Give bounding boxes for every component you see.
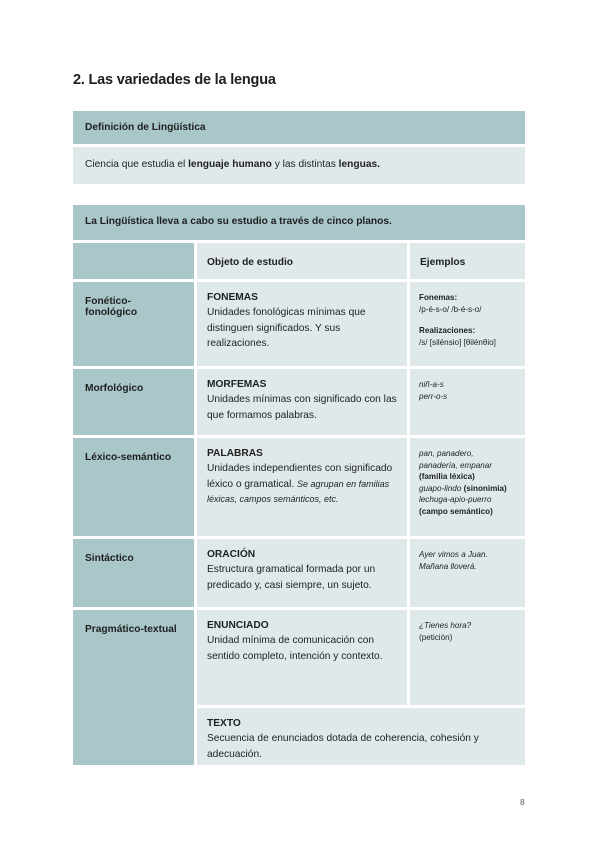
- plane-label-syntactic: Sintáctico: [73, 539, 194, 607]
- object-term: FONEMAS: [207, 292, 258, 303]
- object-cell-pragmatic-text: [197, 708, 525, 765]
- examples-cell-syntactic: [410, 539, 525, 607]
- definition-body: [73, 147, 525, 184]
- example-text: panadería, empanar: [419, 460, 492, 470]
- example-tag: (sinonimia): [463, 483, 507, 493]
- example-tag: (campo semántico): [419, 506, 493, 516]
- object-description-text: Unidades independientes con significado léxico o gramatical.: [207, 463, 393, 490]
- object-description: [207, 461, 397, 508]
- object-cell-syntactic: [197, 539, 407, 607]
- object-cell-lexical-semantic: [197, 438, 407, 536]
- plane-label-pragmatic-textual: Pragmático-textual: [73, 610, 194, 765]
- example-label: Fonemas:: [419, 293, 458, 302]
- object-cell-morphological: [197, 369, 407, 435]
- object-description: Secuencia de enunciados dotada de coherencia, cohesión y adecuación.: [207, 733, 479, 760]
- example-text: Mañana lloverá.: [419, 561, 477, 571]
- column-header-examples: Ejemplos: [410, 243, 525, 279]
- object-term: TEXTO: [207, 718, 241, 729]
- example-text: niñ-a-s: [419, 380, 444, 389]
- example-text: lechuga-apio-puerro: [419, 495, 492, 504]
- example-text: perr-o-s: [419, 391, 448, 401]
- definition-text-before: Ciencia que estudia el: [85, 159, 189, 170]
- example-text: Ayer vimos a Juan.: [419, 550, 488, 559]
- object-description-italic: Se agrupan en familias léxicas, campos semánticos, etc.: [207, 478, 390, 504]
- definition-text-middle: y las distintas: [271, 159, 339, 170]
- definition-heading: Definición de Lingüística: [73, 111, 525, 144]
- object-term: PALABRAS: [207, 448, 263, 459]
- planes-table-title: La Lingüística lleva a cabo su estudio a través de cinco planos.: [73, 205, 525, 240]
- object-description: Unidades mínimas con significado con las que formamos palabras.: [207, 394, 397, 421]
- object-cell-phonetic: [197, 282, 407, 366]
- object-term: ORACIÓN: [207, 549, 256, 560]
- example-text: /p-é-s-o/ /b-é-s-o/: [419, 304, 482, 314]
- object-description: Unidades fonológicas mínimas que distinguen significados. Y sus realizaciones.: [207, 307, 366, 349]
- object-description: Estructura gramatical formada por un predicado y, casi siempre, un sujeto.: [207, 564, 376, 591]
- plane-label-lexical-semantic: Léxico-semántico: [73, 438, 194, 536]
- example-text: ¿Tienes hora?: [419, 621, 472, 630]
- column-header-object: Objeto de estudio: [197, 243, 407, 279]
- planes-table: [73, 205, 525, 765]
- object-cell-pragmatic-statement: [197, 610, 407, 705]
- object-term: MORFEMAS: [207, 379, 267, 390]
- examples-cell-phonetic: [410, 282, 525, 366]
- object-term: ENUNCIADO: [207, 620, 269, 631]
- plane-label-morphological: Morfológico: [73, 369, 194, 435]
- empty-header-cell: [73, 243, 194, 279]
- example-note: (petición): [419, 632, 453, 642]
- examples-cell-morphological: [410, 369, 525, 435]
- plane-label-phonetic: Fonético-fonológico: [73, 282, 194, 366]
- definition-term-language: lenguaje humano: [188, 159, 272, 170]
- example-text-with-tag: [419, 483, 516, 495]
- examples-cell-pragmatic: [410, 610, 525, 705]
- example-text: pan, panadero,: [419, 449, 474, 458]
- example-text: /s/ [silénsio] [θilénθio]: [419, 337, 496, 347]
- example-text: guapo-lindo: [419, 483, 462, 493]
- examples-cell-lexical-semantic: [410, 438, 525, 536]
- object-description: Unidad mínima de comunicación con sentido completo, intención y contexto.: [207, 635, 383, 662]
- example-label: Realizaciones:: [419, 326, 476, 335]
- page-number: 8: [520, 797, 525, 807]
- section-title: 2. Las variedades de la lengua: [73, 72, 276, 88]
- definition-term-languages: lenguas.: [338, 159, 380, 170]
- example-tag: (familia léxica): [419, 472, 475, 481]
